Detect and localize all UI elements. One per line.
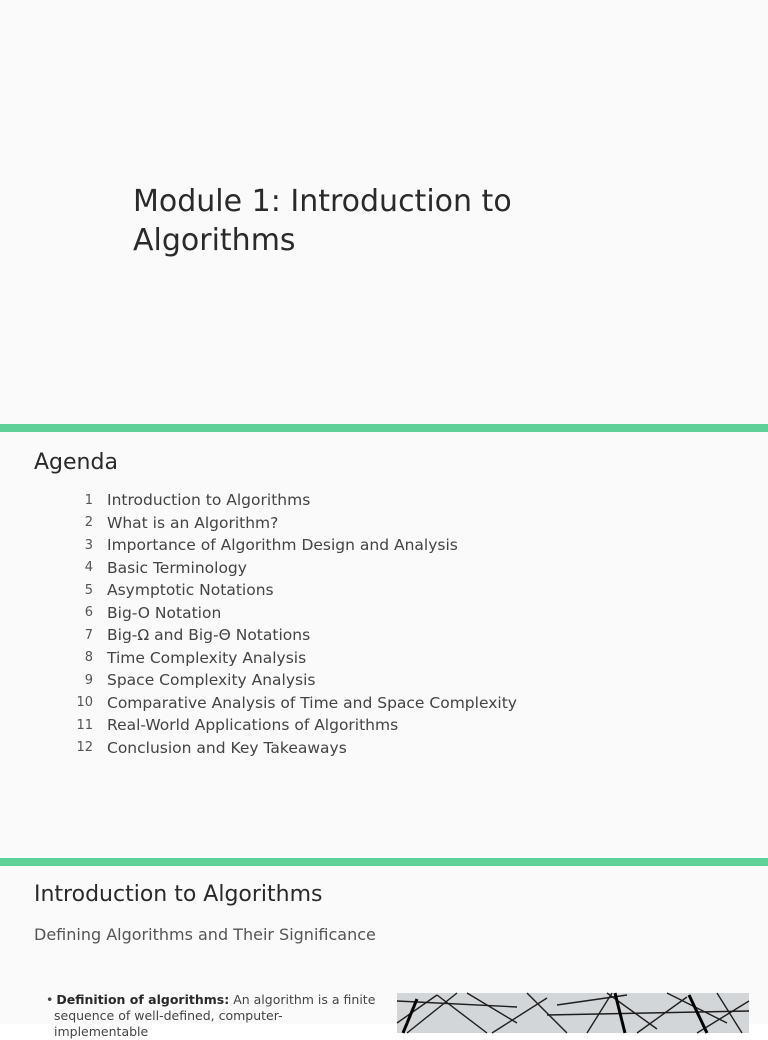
agenda-item-number: 7 [84, 627, 93, 643]
bullet-dot-icon: • [46, 992, 54, 1007]
agenda-item-label: Big-Ω and Big-Θ Notations [107, 626, 311, 645]
agenda-item-number: 10 [76, 695, 93, 711]
agenda-item-number: 9 [84, 672, 93, 688]
agenda-item [0, 512, 517, 535]
agenda-item-label: Conclusion and Key Takeaways [107, 738, 347, 757]
title-slide [0, 0, 768, 424]
agenda-item-label: What is an Algorithm? [107, 513, 279, 532]
agenda-item [0, 534, 517, 557]
intro-subtitle: Defining Algorithms and Their Significance [34, 925, 376, 944]
agenda-item [0, 624, 517, 647]
agenda-item-label: Importance of Algorithm Design and Analysis [107, 536, 458, 555]
agenda-item [0, 557, 517, 580]
agenda-item-number: 8 [84, 650, 93, 666]
agenda-item [0, 602, 517, 625]
slide-divider [0, 858, 768, 866]
bullet-text-line1: An algorithm is a finite [233, 992, 376, 1007]
agenda-item-number: 2 [84, 515, 93, 531]
agenda-item-label: Big-O Notation [107, 603, 222, 622]
network-lines-icon [397, 993, 749, 1033]
agenda-item-number: 3 [84, 537, 93, 553]
agenda-slide [0, 432, 768, 856]
agenda-heading: Agenda [34, 450, 118, 475]
intro-slide [0, 866, 768, 1039]
agenda-list [0, 489, 517, 759]
bullet-text-line2: sequence of well-defined, computer-implementable [54, 1008, 283, 1039]
agenda-item-label: Time Complexity Analysis [107, 648, 307, 667]
agenda-item-label: Introduction to Algorithms [107, 491, 311, 510]
agenda-item-label: Real-World Applications of Algorithms [107, 716, 399, 735]
agenda-item-label: Space Complexity Analysis [107, 671, 316, 690]
network-lines-image [397, 993, 749, 1033]
definition-bullet [46, 992, 376, 1040]
agenda-item-number: 11 [76, 717, 93, 733]
agenda-item-label: Comparative Analysis of Time and Space Complexity [107, 693, 517, 712]
agenda-item-number: 1 [84, 492, 93, 508]
agenda-item [0, 692, 517, 715]
agenda-item-number: 12 [76, 740, 93, 756]
agenda-item-number: 6 [84, 605, 93, 621]
agenda-item [0, 714, 517, 737]
agenda-item [0, 489, 517, 512]
module-title: Module 1: Introduction to Algorithms [133, 184, 512, 258]
agenda-item [0, 669, 517, 692]
agenda-item [0, 737, 517, 760]
agenda-item-label: Asymptotic Notations [107, 581, 274, 600]
agenda-item [0, 647, 517, 670]
agenda-item-number: 5 [84, 582, 93, 598]
slide-divider [0, 424, 768, 432]
agenda-item [0, 579, 517, 602]
intro-heading: Introduction to Algorithms [34, 882, 323, 907]
agenda-item-label: Basic Terminology [107, 558, 247, 577]
agenda-item-number: 4 [84, 560, 93, 576]
bullet-term: Definition of algorithms: [56, 992, 230, 1007]
